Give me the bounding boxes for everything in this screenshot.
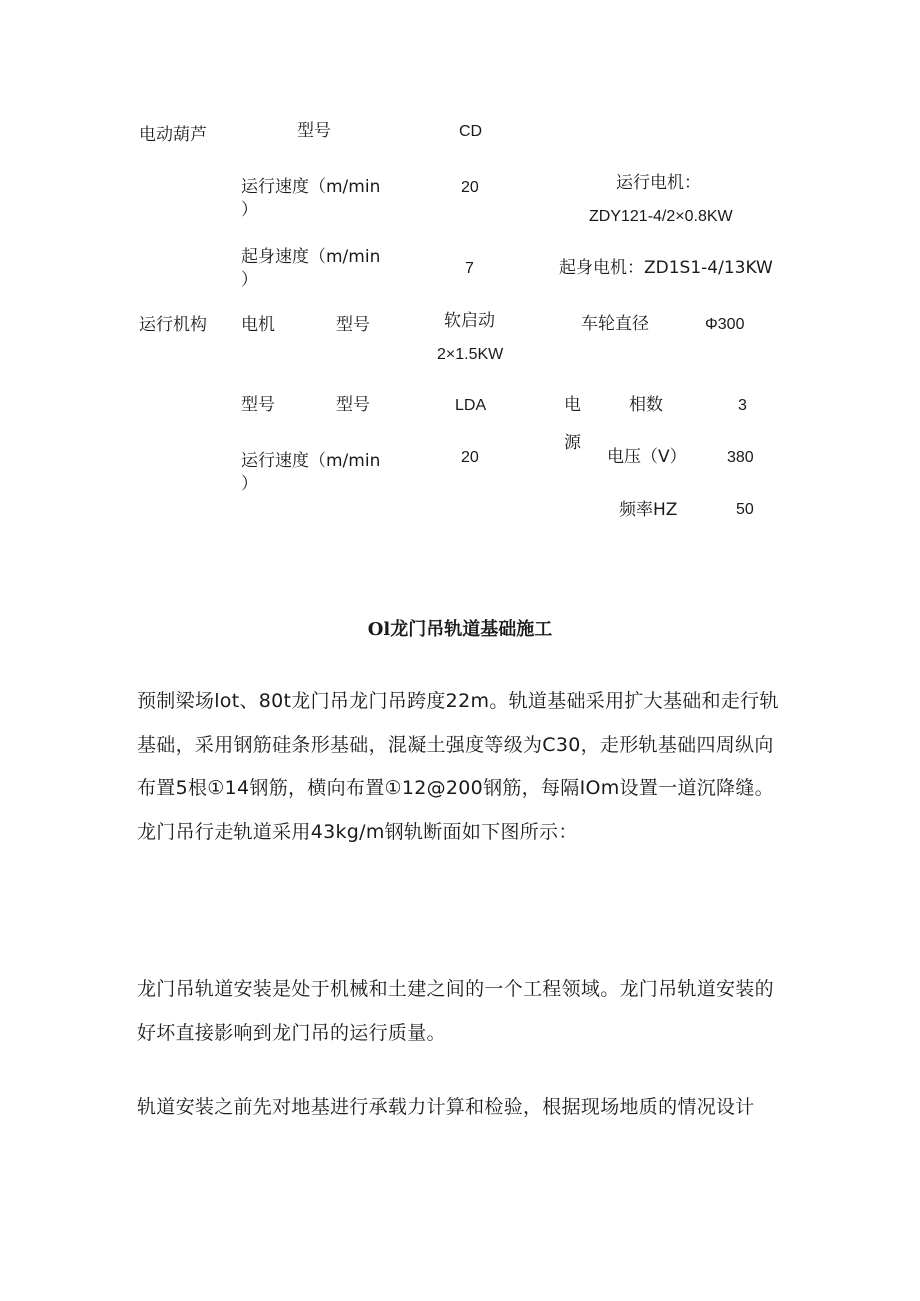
power-label-bottom: 源 — [564, 433, 581, 453]
wheel-diameter-value: Φ300 — [705, 316, 745, 333]
hoist-travel-speed-label: 运行速度（m/min — [241, 177, 381, 197]
hoist-travel-speed-value: 20 — [461, 179, 479, 196]
motor-label: 电机 — [241, 315, 275, 335]
hoist-model-value: CD — [459, 123, 483, 140]
phase-label: 相数 — [629, 395, 663, 415]
voltage-value: 380 — [727, 449, 754, 466]
body-paragraph-2 — [137, 968, 787, 1055]
travel-mechanism-label: 运行机构 — [139, 315, 207, 335]
section-title: Ol龙门吊轨道基础施工 — [367, 619, 553, 640]
body-paragraph-3 — [137, 1086, 787, 1130]
hoist-label: 电动葫芦 — [139, 125, 207, 145]
hoist-model-label: 型号 — [297, 121, 331, 141]
hoist-lift-speed-value: 7 — [465, 260, 474, 277]
motor-model-value: 软启动 — [444, 311, 495, 331]
wheel-diameter-label: 车轮直径 — [581, 314, 649, 334]
frequency-value: 50 — [736, 501, 754, 518]
power-label-top: 电 — [564, 395, 581, 415]
hoist-travel-motor-value: ZDY121-4/2×0.8KW — [589, 208, 733, 225]
reducer-model-value: LDA — [455, 397, 487, 414]
travel-speed-label: 运行速度（m/min — [241, 451, 381, 471]
paragraph-text: 轨道安装之前先对地基进行承载力计算和检验，根据现场地质的情况设计 — [137, 1096, 755, 1118]
travel-speed-label-cont: ） — [241, 474, 258, 494]
hoist-lift-speed-label-cont: ） — [241, 270, 258, 290]
reducer-model-label: 型号 — [336, 395, 370, 415]
hoist-travel-motor-label: 运行电机： — [616, 173, 701, 193]
paragraph-text: 预制梁场lot、80t龙门吊龙门吊跨度22m。轨道基础采用扩大基础和走行轨基础，采用钢筋硅条形基础，混凝土强度等级为C30，走形轨基础四周纵向布置5根①14钢筋，横向布置①12@200钢筋，每隔IOm设置一道沉降缝。龙门吊行走轨道采用43kg/m钢轨断面如下图所示： — [137, 690, 779, 843]
body-paragraph-1 — [137, 680, 787, 854]
hoist-travel-speed-label-cont: ） — [241, 200, 258, 220]
phase-value: 3 — [738, 397, 747, 414]
travel-speed-value: 20 — [461, 449, 479, 466]
hoist-lift-motor: 起身电机：ZD1S1-4/13KW — [559, 258, 773, 278]
motor-model-power: 2×1.5KW — [437, 346, 504, 363]
frequency-label: 频率HZ — [619, 500, 678, 520]
paragraph-text: 龙门吊轨道安装是处于机械和土建之间的一个工程领域。龙门吊轨道安装的好坏直接影响到龙门吊的运行质量。 — [137, 978, 774, 1044]
reducer-label: 型号 — [241, 395, 275, 415]
voltage-label: 电压（V） — [607, 447, 687, 467]
hoist-lift-speed-label: 起身速度（m/min — [241, 247, 381, 267]
motor-model-label: 型号 — [336, 315, 370, 335]
